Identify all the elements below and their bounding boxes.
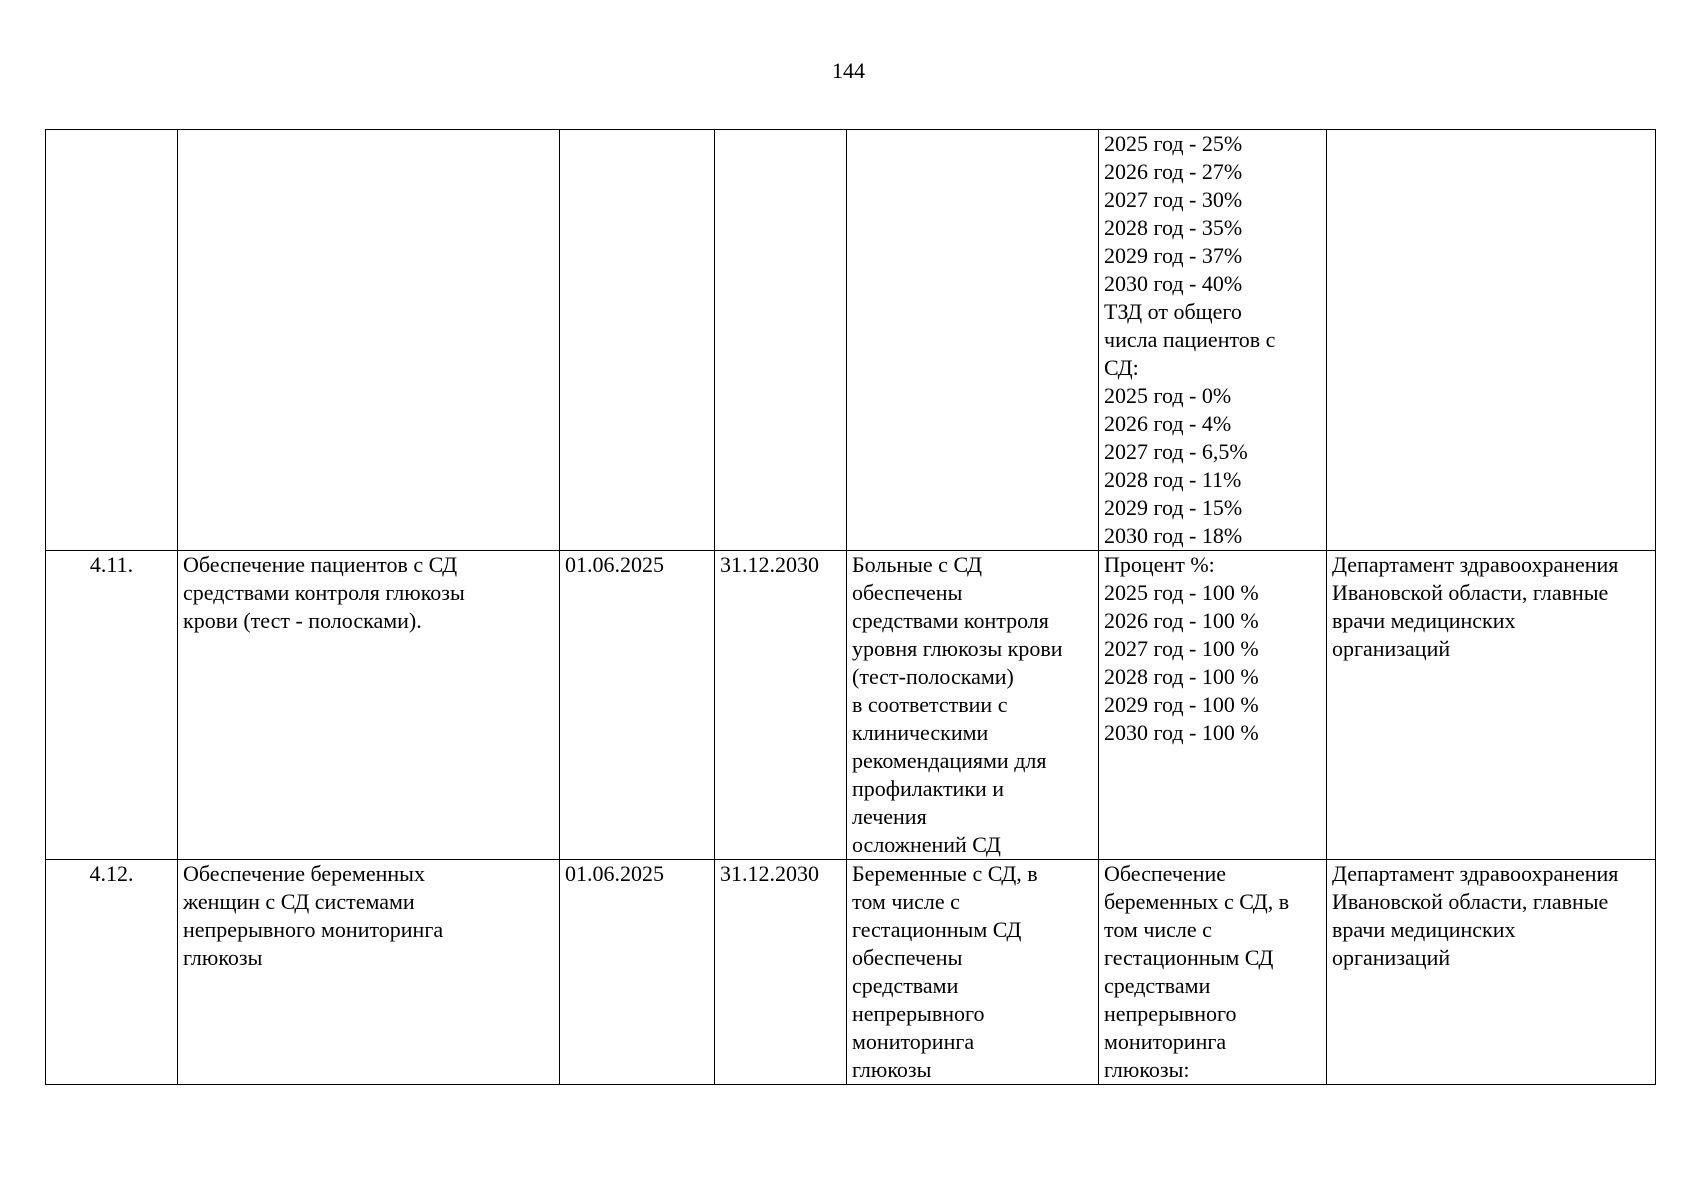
cell-end-date: 31.12.2030 xyxy=(715,551,847,860)
cell-indicator: Обеспечение беременных с СД, в том числе с гестационным СД средствами непрерывного мониторинга глюкозы: xyxy=(1099,860,1327,1085)
cell-indicator: Процент %: 2025 год - 100 % 2026 год - 100 % 2027 год - 100 % 2028 год - 100 % 2029 год - 100 % 2030 год - 100 % xyxy=(1099,551,1327,860)
cell-description: Обеспечение беременных женщин с СД системами непрерывного мониторинга глюкозы xyxy=(178,860,560,1085)
cell-number xyxy=(46,130,178,551)
cell-responsible: Департамент здравоохранения Ивановской области, главные врачи медицинских организаций xyxy=(1327,860,1656,1085)
cell-start-date xyxy=(560,130,715,551)
cell-end-date: 31.12.2030 xyxy=(715,860,847,1085)
table-row-4-12 xyxy=(46,860,1656,1085)
cell-description: Обеспечение пациентов с СД средствами контроля глюкозы крови (тест - полосками). xyxy=(178,551,560,860)
cell-description xyxy=(178,130,560,551)
cell-responsible: Департамент здравоохранения Ивановской области, главные врачи медицинских организаций xyxy=(1327,551,1656,860)
cell-result: Беременные с СД, в том числе с гестационным СД обеспечены средствами непрерывного мониторинга глюкозы xyxy=(847,860,1099,1085)
table-row-4-11 xyxy=(46,551,1656,860)
table-row-continuation xyxy=(46,130,1656,551)
page-number: 144 xyxy=(832,58,865,83)
cell-start-date: 01.06.2025 xyxy=(560,860,715,1085)
cell-number: 4.12. xyxy=(46,860,178,1085)
cell-end-date xyxy=(715,130,847,551)
cell-indicator: 2025 год - 25% 2026 год - 27% 2027 год - 30% 2028 год - 35% 2029 год - 37% 2030 год - 40% ТЗД от общего числа пациентов с СД: 2025 год - 0% 2026 год - 4% 2027 год - 6,5% 2028 год - 11% 2029 год - 15% 2030 год - 18% xyxy=(1099,130,1327,551)
cell-result: Больные с СД обеспечены средствами контроля уровня глюкозы крови (тест-полосками) в соответствии с клиническими рекомендациями для профилактики и лечения осложнений СД xyxy=(847,551,1099,860)
measures-table xyxy=(45,129,1656,1085)
cell-responsible xyxy=(1327,130,1656,551)
cell-result xyxy=(847,130,1099,551)
cell-number: 4.11. xyxy=(46,551,178,860)
cell-start-date: 01.06.2025 xyxy=(560,551,715,860)
